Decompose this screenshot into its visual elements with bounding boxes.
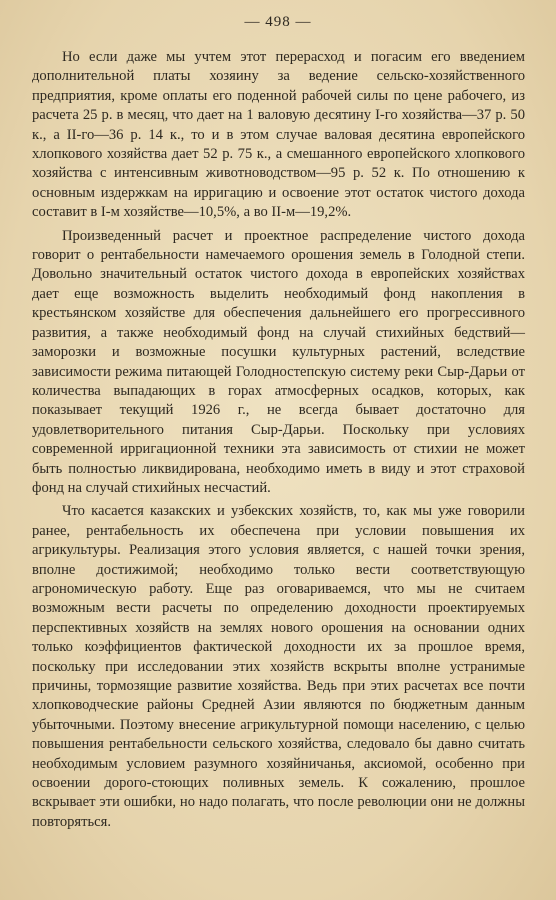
body-text	[32, 48, 525, 836]
page-number: — 498 —	[244, 14, 312, 30]
paragraph-2: Произведенный расчет и проектное распределение чистого дохода говорит о рентабельности намечаемого орошения земель в Голодной степи. Довольно значительный остаток чистого дохода в европейских хозяйствах дает еще возможность выделить необходимый фонд накопления в крестьянском хозяйстве для обеспечения дальнейшего его прогрессивного развития, а также необходимый фонд на случай стихийных бедствий—заморозки и возможные посушки культурных растений, вследствие зависимости режима питающей Голодностепскую систему реки Сыр-Дарьи от количества выпадающих в горах атмосферных осадков, которых, как показывает текущий 1926 г., не всегда бывает достаточно для удовлетворительного питания Сыр-Дарьи. Поскольку при условиях современной ирригационной техники эта зависимость от стихии не может быть полностью ликвидирована, необходимо иметь в виду и этот страховой фонд на случай стихийных несчастий.	[32, 227, 525, 496]
paragraph-3: Что касается казакских и узбекских хозяйств, то, как мы уже говорили ранее, рентабельность их обеспечена при условии повышения их агрикультуры. Реализация этого условия является, с нашей точки зрения, вполне достижимой; необходимо только вести соответствующую агрономическую работу. Еще раз оговариваемся, что мы не считаем возможным вести расчеты по определению доходности проектируемых перспективных хозяйств на землях нового орошения на основании одних только коэффициентов фактической доходности их за прошлое время, поскольку при исследовании этих хозяйств вскрыты вполне устранимые причины, тормозящие развитие хозяйства. Ведь при этих расчетах все почти хлопководческие районы Средней Азии являются по бюджетным данным убыточными. Поэтому внесение агрикультурной помощи населению, с целью повышения рентабельности сельского хозяйства, следовало бы давно считать необходимым условием разумного хозяйничанья, аксиомой, особенно при освоении дорого-стоющих поливных земель. К сожалению, прошлое вскрывает эти ошибки, но надо полагать, что после революции они не должны повторяться.	[32, 503, 525, 830]
paragraph-1: Но если даже мы учтем этот перерасход и погасим его введением дополнительной платы хозяину за ведение сельско-хозяйственного предприятия, кроме оплаты его поденной рабочей силы по цене рабочего, из расчета 25 р. в месяц, что дает на 1 валовую десятину I-го хозяйства—37 р. 50 к., а II-го—36 р. 14 к., то и в этом случае валовая десятина европейского хлопкового хозяйства дает 52 р. 75 к., а смешанного европейского хлопкового хозяйства с интенсивным животноводством—95 р. 52 к. По отношению к основным издержкам на ирригацию и освоение этот остаток чистого дохода составит в I-м хозяйстве—10,5%, а во II-м—19,2%.	[32, 49, 525, 221]
